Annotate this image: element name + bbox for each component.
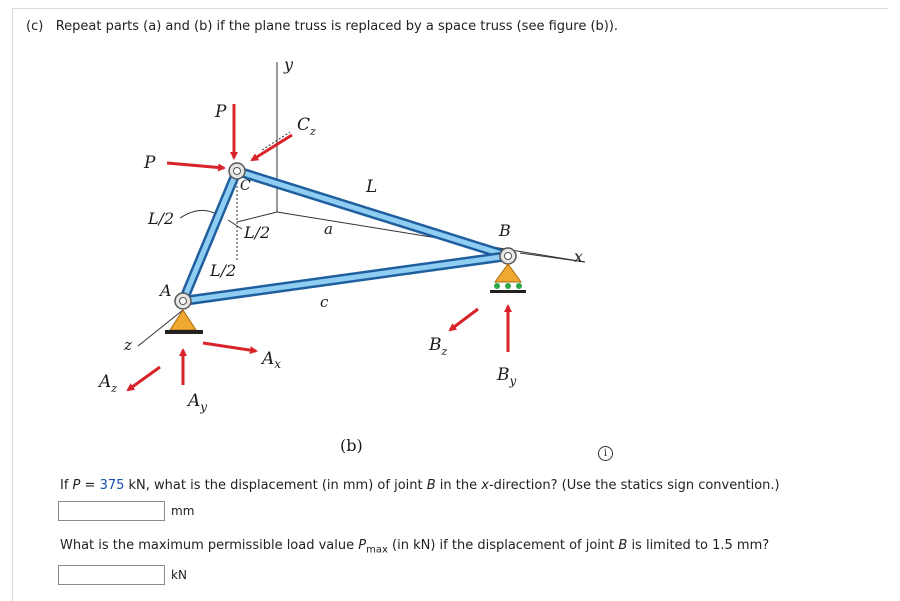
- ax-main: A: [262, 349, 275, 369]
- bz-main: B: [429, 335, 442, 355]
- q1-dir: x: [481, 478, 489, 493]
- ay-main: A: [188, 391, 201, 411]
- member-ac-highlight: [183, 171, 237, 301]
- cz-main: C: [297, 115, 311, 135]
- question-2-text: [60, 538, 769, 556]
- support-b: [490, 264, 526, 293]
- cz-arrow-dash: [262, 132, 290, 150]
- joint-a: [175, 293, 191, 309]
- ay-sub: y: [200, 400, 208, 414]
- q2-prefix: What is the maximum permissible load value: [60, 538, 359, 553]
- bz-arrow: [450, 309, 478, 330]
- ay-label: [186, 391, 207, 414]
- ax-label: [260, 349, 281, 371]
- figure-caption: (b): [340, 436, 363, 455]
- displacement-unit: mm: [171, 504, 195, 518]
- part-label: (c): [26, 19, 44, 34]
- half-l-label-2: L/2: [244, 223, 271, 242]
- ax-arrow: [203, 343, 256, 351]
- pmax-input[interactable]: [58, 565, 165, 585]
- q2-sub: max: [366, 544, 388, 556]
- q1-middle2: in the: [435, 478, 482, 493]
- q2-suffix: is limited to 1.5 mm?: [627, 538, 770, 553]
- joint-c: [229, 163, 245, 179]
- l2-leader-1: [180, 210, 216, 218]
- by-sub: y: [509, 374, 517, 388]
- info-icon[interactable]: i: [598, 446, 613, 461]
- q2-middle: (in kN) if the displacement of joint: [387, 538, 619, 553]
- by-label: [496, 365, 517, 388]
- truss-members: [183, 171, 508, 301]
- half-l-label-3: L/2: [210, 261, 237, 280]
- q2-var: P: [358, 538, 367, 553]
- az-sub: z: [111, 382, 118, 395]
- joint-a-label: A: [160, 281, 172, 300]
- by-main: B: [497, 365, 510, 385]
- y-axis-label: y: [284, 55, 294, 74]
- q1-suffix: -direction? (Use the statics sign convention.): [488, 478, 780, 493]
- joint-c-label: C: [240, 178, 251, 194]
- bz-label: [428, 335, 448, 358]
- support-a: [165, 310, 203, 334]
- dim-c-label: c: [320, 293, 329, 311]
- half-l-label-1: L/2: [148, 209, 175, 228]
- length-l-label: L: [366, 177, 378, 197]
- q1-eq: =: [80, 478, 100, 493]
- joint-b: [500, 248, 516, 264]
- az-main: A: [99, 372, 112, 392]
- pmax-unit: kN: [171, 568, 187, 582]
- question-1-text: [60, 478, 780, 493]
- p-top-label: P: [215, 102, 227, 122]
- az-label: [97, 372, 117, 395]
- q1-joint: B: [426, 478, 436, 493]
- q1-middle: kN, what is the displacement (in mm) of joint: [124, 478, 427, 493]
- p-left-label: P: [144, 153, 156, 173]
- cz-sub: z: [310, 125, 316, 138]
- cz-label: [297, 115, 316, 138]
- q1-value: 375: [99, 478, 125, 493]
- cz-arrow: [252, 135, 292, 160]
- c-to-axis-line: [237, 212, 277, 222]
- x-axis-label: x: [574, 247, 584, 266]
- joint-b-label: B: [499, 221, 511, 240]
- q2-joint: B: [618, 538, 628, 553]
- bz-sub: z: [441, 345, 448, 358]
- p-left-arrow: [167, 163, 224, 168]
- az-arrow: [128, 367, 160, 390]
- z-axis-label: z: [124, 336, 132, 354]
- q1-var: P: [72, 478, 81, 493]
- q1-prefix: If: [60, 478, 73, 493]
- part-text: Repeat parts (a) and (b) if the plane truss is replaced by a space truss (see figure (b)).: [55, 19, 619, 34]
- displacement-input[interactable]: [58, 501, 165, 521]
- dim-a-label: a: [324, 220, 333, 238]
- ax-sub: x: [274, 357, 282, 371]
